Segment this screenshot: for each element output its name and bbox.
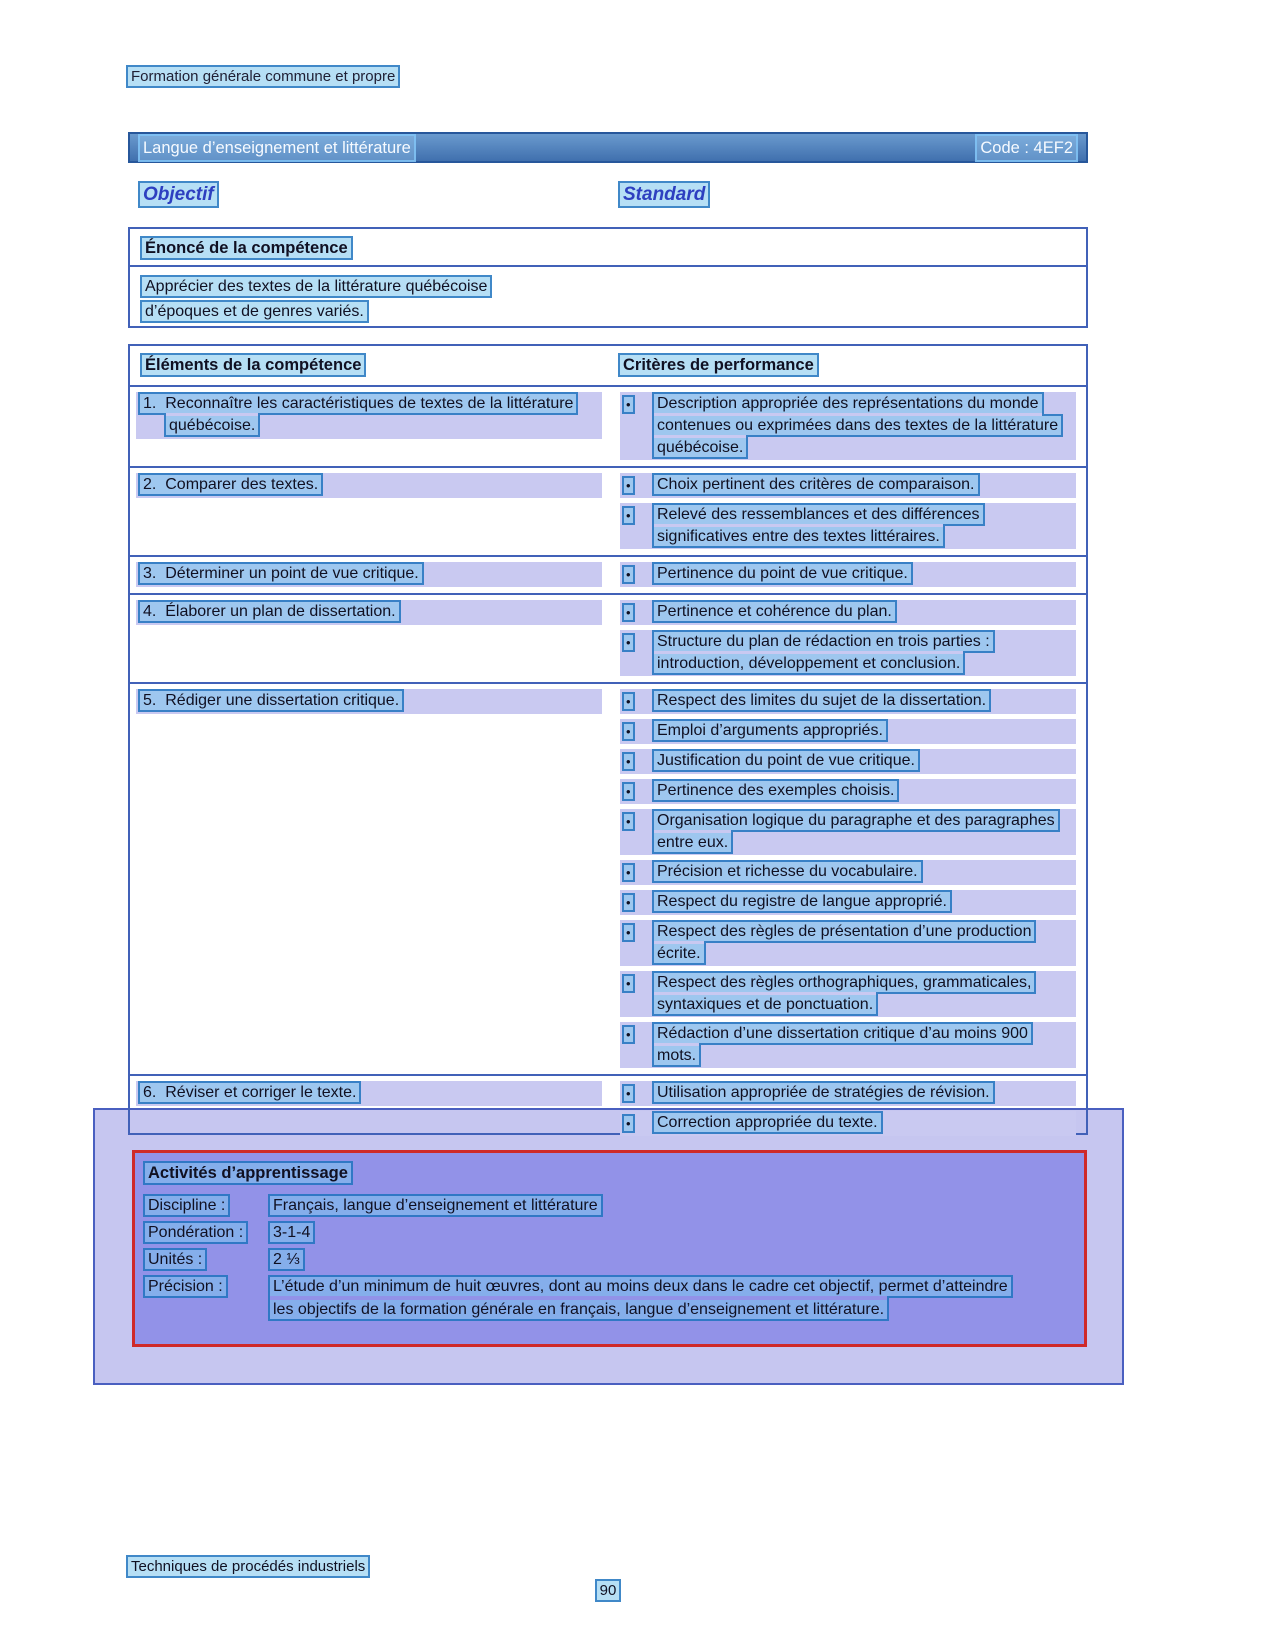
bullet-glyph: • [626, 754, 631, 769]
criterion [620, 809, 1076, 855]
objectif-heading [140, 184, 217, 206]
activites-box [132, 1150, 1087, 1347]
criterion-text-hl: Respect des règles orthographiques, grammaticales, syntaxiques et de ponctuation. [654, 973, 1034, 1014]
field-value-text: 2 ⅓ [270, 1250, 303, 1269]
footer-left-text: Techniques de procédés industriels [128, 1557, 368, 1576]
title-bar [128, 132, 1088, 163]
enonce-body [130, 267, 1086, 335]
criterion [620, 890, 1076, 915]
bullet-glyph: • [626, 478, 631, 493]
element-text: 1. Reconnaître les caractéristiques de textes de la littérature québécoise. [140, 394, 576, 435]
criteria-cell [612, 473, 1086, 549]
criterion [620, 1022, 1076, 1068]
standard-heading [620, 184, 708, 206]
bullet-glyph: • [626, 694, 631, 709]
criteria-cell [612, 392, 1086, 460]
bullet-icon [624, 972, 654, 995]
activites-field [145, 1221, 1074, 1244]
criterion-text [654, 601, 1072, 623]
element-bar [136, 473, 602, 498]
activites-outer-box [93, 1108, 1124, 1385]
title-bar-code: Code : 4EF2 [977, 136, 1076, 160]
bullet-icon [624, 921, 654, 944]
criterion-text [654, 690, 1072, 712]
bullet-glyph: • [626, 1116, 631, 1131]
criterion [620, 1111, 1076, 1136]
element-cell [130, 392, 612, 460]
criterion-text-hl: Respect du registre de langue approprié. [654, 892, 950, 911]
criterion-text-hl: Pertinence et cohérence du plan. [654, 602, 895, 621]
enonce-line [142, 301, 1074, 323]
bullet-icon [624, 601, 654, 624]
criterion [620, 689, 1076, 714]
criterion-text-hl: Choix pertinent des critères de comparaison. [654, 475, 978, 494]
bullet-icon [624, 563, 654, 586]
criteria-cell [612, 689, 1086, 1068]
element-text: 4. Élaborer un plan de dissertation. [140, 602, 399, 621]
enonce-box [128, 227, 1088, 328]
criterion [620, 1081, 1076, 1106]
element-text: 5. Rédiger une dissertation critique. [140, 691, 402, 710]
bullet-glyph: • [626, 605, 631, 620]
bullet-icon [624, 504, 654, 527]
bullet-glyph: • [626, 1027, 631, 1042]
criterion-text-hl: Description appropriée des représentations du monde contenues ou exprimées dans des textes de la littérature québécoise. [654, 394, 1061, 457]
bullet-icon [624, 474, 654, 497]
element-text: 6. Réviser et corriger le texte. [140, 1083, 359, 1102]
criterion-text [654, 504, 1072, 548]
criterion [620, 503, 1076, 549]
field-value [270, 1248, 1010, 1271]
element-bar [136, 392, 602, 439]
criterion-text [654, 393, 1072, 459]
criterion-text-hl: Respect des limites du sujet de la dissertation. [654, 691, 989, 710]
criterion-text-hl: Justification du point de vue critique. [654, 751, 918, 770]
elements-column-header-text: Éléments de la compétence [142, 355, 364, 375]
criterion-text-hl: Correction appropriée du texte. [654, 1113, 881, 1132]
field-label-text: Unités : [145, 1250, 205, 1269]
footer-left [128, 1556, 368, 1578]
table-row [130, 557, 1086, 595]
bullet-glyph: • [626, 1086, 631, 1101]
enonce-line [142, 276, 1074, 298]
criterion-text-hl: Organisation logique du paragraphe et des paragraphes entre eux. [654, 811, 1058, 852]
bullet-glyph: • [626, 925, 631, 940]
criteria-cell [612, 562, 1086, 587]
criterion-text [654, 861, 1072, 883]
criterion [620, 860, 1076, 885]
criterion-text [654, 1023, 1072, 1067]
activites-fields [145, 1194, 1074, 1321]
field-label-text: Pondération : [145, 1223, 246, 1242]
activites-field [145, 1275, 1074, 1321]
bullet-icon [624, 1082, 654, 1105]
bullet-glyph: • [626, 397, 631, 412]
element-cell [130, 600, 612, 676]
criterion-text [654, 810, 1072, 854]
field-label [145, 1194, 270, 1217]
table-row [130, 387, 1086, 468]
bullet-icon [624, 750, 654, 773]
bullet-icon [624, 720, 654, 743]
activites-field [145, 1248, 1074, 1271]
table-row [130, 1076, 1086, 1142]
bullet-icon [624, 690, 654, 713]
field-label-text: Précision : [145, 1277, 226, 1296]
criterion-text-hl: Pertinence du point de vue critique. [654, 564, 911, 583]
field-label-text: Discipline : [145, 1196, 228, 1215]
criteria-cell [612, 1081, 1086, 1136]
bullet-icon [624, 1112, 654, 1135]
activites-field [145, 1194, 1074, 1217]
criterion [620, 749, 1076, 774]
field-value [270, 1194, 1010, 1217]
criterion-text-hl: Respect des règles de présentation d’une production écrite. [654, 922, 1034, 963]
field-label [145, 1221, 270, 1244]
bullet-glyph: • [626, 865, 631, 880]
bullet-icon [624, 631, 654, 654]
competency-table-header [130, 346, 1086, 387]
bullet-glyph: • [626, 814, 631, 829]
bullet-glyph: • [626, 567, 631, 582]
bullet-glyph: • [626, 895, 631, 910]
top-note [128, 66, 398, 88]
page-number [128, 1580, 1088, 1602]
criterion-text [654, 891, 1072, 913]
criterion [620, 562, 1076, 587]
criterion-text-hl: Utilisation appropriée de stratégies de révision. [654, 1083, 993, 1102]
objectif-standard-row [128, 184, 1088, 210]
criterion-text-hl: Précision et richesse du vocabulaire. [654, 862, 921, 881]
criterion-text [654, 921, 1072, 965]
criterion [620, 600, 1076, 625]
criterion-text [654, 563, 1072, 585]
field-value [270, 1275, 1010, 1321]
element-cell [130, 562, 612, 587]
bullet-icon [624, 393, 654, 416]
element-cell [130, 1081, 612, 1136]
criterion-text [654, 972, 1072, 1016]
bullet-glyph: • [626, 724, 631, 739]
activites-header [145, 1162, 1074, 1184]
field-label [145, 1248, 270, 1271]
competency-table [128, 344, 1088, 1135]
bullet-glyph: • [626, 784, 631, 799]
criterion [620, 473, 1076, 498]
criterion-text [654, 1112, 1072, 1134]
enonce-line2-text: d’époques et de genres variés. [142, 302, 367, 321]
top-note-text: Formation générale commune et propre [128, 67, 398, 86]
criterion-text [654, 750, 1072, 772]
enonce-header [130, 229, 1086, 267]
page-number-text: 90 [597, 1581, 620, 1600]
criterion [620, 392, 1076, 460]
field-value [270, 1221, 1010, 1244]
table-row [130, 595, 1086, 684]
bullet-icon [624, 810, 654, 833]
objectif-heading-text: Objectif [140, 183, 217, 206]
element-bar [136, 689, 602, 714]
criterion [620, 779, 1076, 804]
element-bar [136, 1081, 602, 1106]
bullet-icon [624, 861, 654, 884]
criterion-text [654, 1082, 1072, 1104]
criterion [620, 630, 1076, 676]
table-row [130, 468, 1086, 557]
field-value-text: L’étude d’un minimum de huit œuvres, dont au moins deux dans le cadre cet objectif, permet d’atteindre les objectifs de la formation générale en français, langue d’enseignement et littérature. [270, 1277, 1011, 1319]
element-text: 3. Déterminer un point de vue critique. [140, 564, 422, 583]
table-row [130, 684, 1086, 1076]
criterion-text [654, 780, 1072, 802]
criterion-text-hl: Pertinence des exemples choisis. [654, 781, 897, 800]
criterion-text-hl: Rédaction d’une dissertation critique d’au moins 900 mots. [654, 1024, 1031, 1065]
bullet-glyph: • [626, 976, 631, 991]
bullet-icon [624, 891, 654, 914]
criterion-text [654, 720, 1072, 742]
criterion [620, 719, 1076, 744]
criteres-column-header [612, 354, 1086, 376]
element-cell [130, 689, 612, 1068]
field-value-text: 3-1-4 [270, 1223, 313, 1242]
enonce-header-text: Énoncé de la compétence [142, 238, 351, 258]
criteria-cell [612, 600, 1086, 676]
element-text: 2. Comparer des textes. [140, 475, 321, 494]
elements-column-header [130, 354, 612, 376]
criteres-column-header-text: Critères de performance [620, 355, 817, 375]
title-bar-title: Langue d’enseignement et littérature [140, 136, 414, 160]
field-label [145, 1275, 270, 1321]
enonce-line1-text: Apprécier des textes de la littérature québécoise [142, 277, 490, 296]
criterion-text-hl: Emploi d’arguments appropriés. [654, 721, 886, 740]
element-bar [136, 562, 602, 587]
activites-header-text: Activités d’apprentissage [145, 1163, 351, 1183]
bullet-glyph: • [626, 635, 631, 650]
criterion-text-hl: Structure du plan de rédaction en trois parties : introduction, développement et conclusion. [654, 632, 993, 673]
criterion-text [654, 631, 1072, 675]
bullet-glyph: • [626, 508, 631, 523]
element-cell [130, 473, 612, 549]
element-bar [136, 600, 602, 625]
criterion-text-hl: Relevé des ressemblances et des différences significatives entre des textes littéraires. [654, 505, 983, 546]
criterion [620, 971, 1076, 1017]
standard-heading-text: Standard [620, 183, 708, 206]
field-value-text: Français, langue d’enseignement et littérature [270, 1196, 601, 1215]
bullet-icon [624, 1023, 654, 1046]
criterion [620, 920, 1076, 966]
bullet-icon [624, 780, 654, 803]
criterion-text [654, 474, 1072, 496]
